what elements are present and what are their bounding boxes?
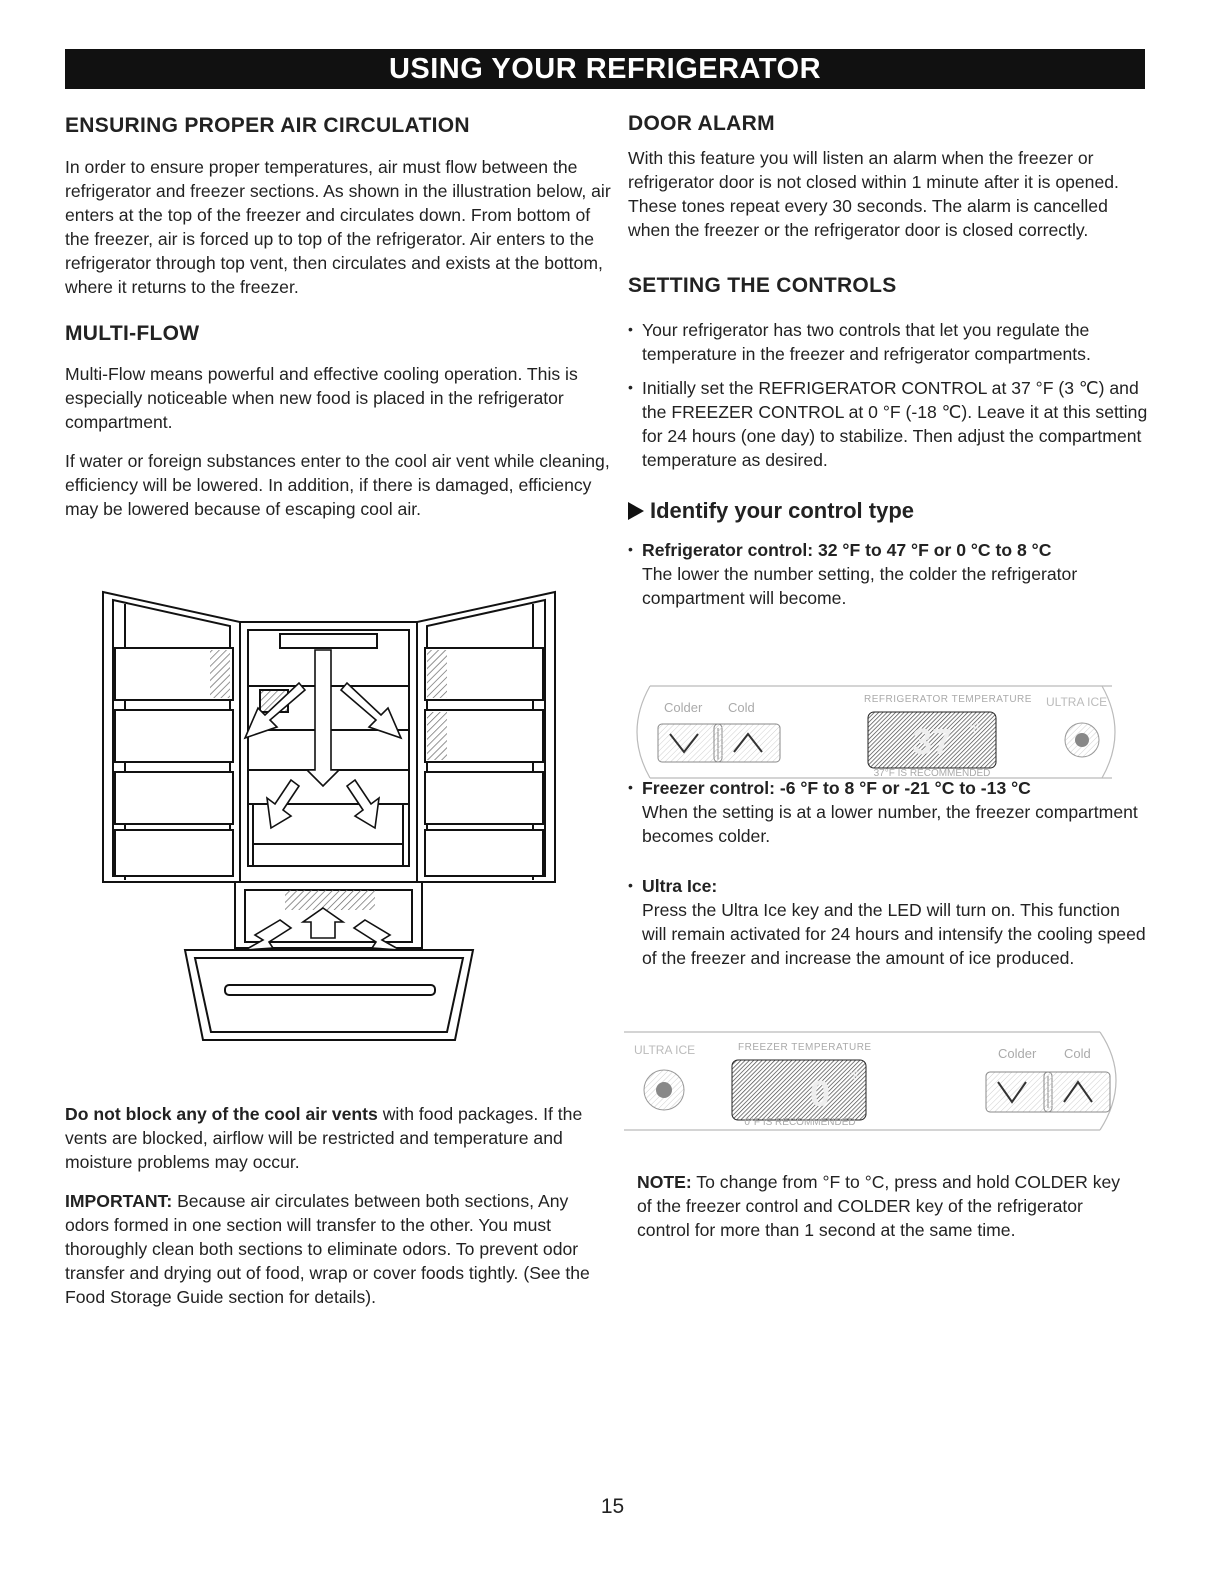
unit-label: °F — [848, 1069, 861, 1083]
temperature-digits: 0 — [809, 1073, 831, 1114]
refrigerator-control-panel — [620, 682, 1120, 784]
multi-flow-text-2: If water or foreign substances enter to the cool air vent while cleaning, efficiency will be lowered. In addition, if there is damaged, efficiency may be lowered because of escaping cool air. — [65, 451, 610, 519]
left-column — [65, 114, 615, 521]
ultra-ice-label: ULTRA ICE — [1046, 695, 1108, 709]
note-block — [637, 1170, 1137, 1242]
conversion-note: NOTE: To change from °F to °C, press and hold COLDER key of the freezer control and COLDER key of the refrigerator control for more than 1 second at the same time. — [637, 1172, 1121, 1240]
air-circulation-text: In order to ensure proper temperatures, air must flow between the refrigerator and freezer sections. As shown in the illustration below, air enters at the top of the freezer and circulates down. From bottom of the freezer, air is forced up to top of the refrigerator. Air enters to the refrigerator through top vent, then circulates and exists at the bottom, where it returns to the freezer. — [65, 157, 611, 297]
vent-warning-block — [65, 1102, 615, 1309]
refrigerator-control-bullet: • Refrigerator control: 32 °F to 47 °F or 0 °C to 8 °C The lower the number setting, the colder the refrigerator compartment will become. — [628, 538, 1148, 610]
ultra-ice-button[interactable] — [644, 1070, 684, 1110]
freezer-temperature-label: FREEZER TEMPERATURE — [738, 1042, 872, 1053]
triangle-bullet-icon — [628, 502, 644, 520]
controls-bullet-1: • Your refrigerator has two controls that let you regulate the temperature in the freezer and refrigerator compartments. — [628, 318, 1148, 366]
cold-button[interactable] — [714, 724, 780, 762]
right-column — [628, 112, 1148, 610]
ultra-ice-label: ULTRA ICE — [634, 1043, 696, 1057]
colder-label: Colder — [998, 1046, 1037, 1061]
temperature-digits: 37 — [911, 721, 953, 762]
snowflake-icon — [656, 1082, 672, 1098]
identify-control-heading: Identify your control type — [628, 498, 1148, 524]
colder-button[interactable] — [986, 1072, 1052, 1112]
door-alarm-heading: DOOR ALARM — [628, 112, 775, 135]
cold-button[interactable] — [1044, 1072, 1110, 1112]
cold-label: Cold — [1064, 1046, 1091, 1061]
snowflake-icon — [1075, 733, 1089, 747]
ultra-ice-button[interactable] — [1065, 723, 1099, 757]
page-banner: USING YOUR REFRIGERATOR — [65, 49, 1145, 89]
refrigerator-airflow-illustration — [95, 590, 565, 1060]
recommended-label: 0°F IS RECOMMENDED — [744, 1117, 856, 1128]
door-alarm-text: With this feature you will listen an alarm when the freezer or refrigerator door is not closed within 1 minute after it is opened. These tones repeat every 30 seconds. The alarm is cancelled when the freezer or the refrigerator door is closed correctly. — [628, 148, 1119, 240]
air-circulation-heading: ENSURING PROPER AIR CIRCULATION — [65, 114, 470, 137]
colder-label: Colder — [664, 700, 703, 715]
unit-label: °F — [968, 721, 981, 735]
recommended-label: 37°F IS RECOMMENDED — [873, 768, 991, 779]
vent-warning-text: Do not block any of the cool air vents with food packages. If the vents are blocked, airflow will be restricted and temperature and moisture problems may occur. — [65, 1104, 583, 1172]
controls-bullet-2: • Initially set the REFRIGERATOR CONTROL at 37 °F (3 ℃) and the FREEZER CONTROL at 0 °F (-18 ℃). Leave it at this setting for 24 hours (one day) to stabilize. Then adjust the compartment temperature as desired. — [628, 376, 1148, 472]
refrigerator-temperature-label: REFRIGERATOR TEMPERATURE — [864, 694, 1032, 705]
ultra-ice-bullet: • Ultra Ice: Press the Ultra Ice key and the LED will turn on. This function will remain activated for 24 hours and intensify the cooling speed of the freezer and increase the amount of ice produced. — [628, 874, 1148, 970]
multi-flow-text-1: Multi-Flow means powerful and effective cooling operation. This is especially noticeable when new food is placed in the refrigerator compartment. — [65, 364, 578, 432]
colder-button[interactable] — [658, 724, 722, 762]
temperature-display — [732, 1060, 866, 1120]
multi-flow-heading: MULTI-FLOW — [65, 322, 200, 345]
cold-label: Cold — [728, 700, 755, 715]
page-number: 15 — [600, 1495, 625, 1518]
freezer-control-panel — [620, 1028, 1130, 1136]
freezer-control-bullet: • Freezer control: -6 °F to 8 °F or -21 °C to -13 °C When the setting is at a lower number, the freezer compartment becomes colder. — [628, 776, 1148, 848]
right-column-lower — [628, 776, 1148, 970]
important-note: IMPORTANT: Because air circulates between both sections, Any odors formed in one section will transfer to the other. You must thoroughly clean both sections to eliminate odors. To prevent odor transfer and drying out of food, wrap or cover foods tightly. (See the Food Storage Guide section for details). — [65, 1191, 590, 1307]
setting-controls-heading: SETTING THE CONTROLS — [628, 274, 897, 297]
